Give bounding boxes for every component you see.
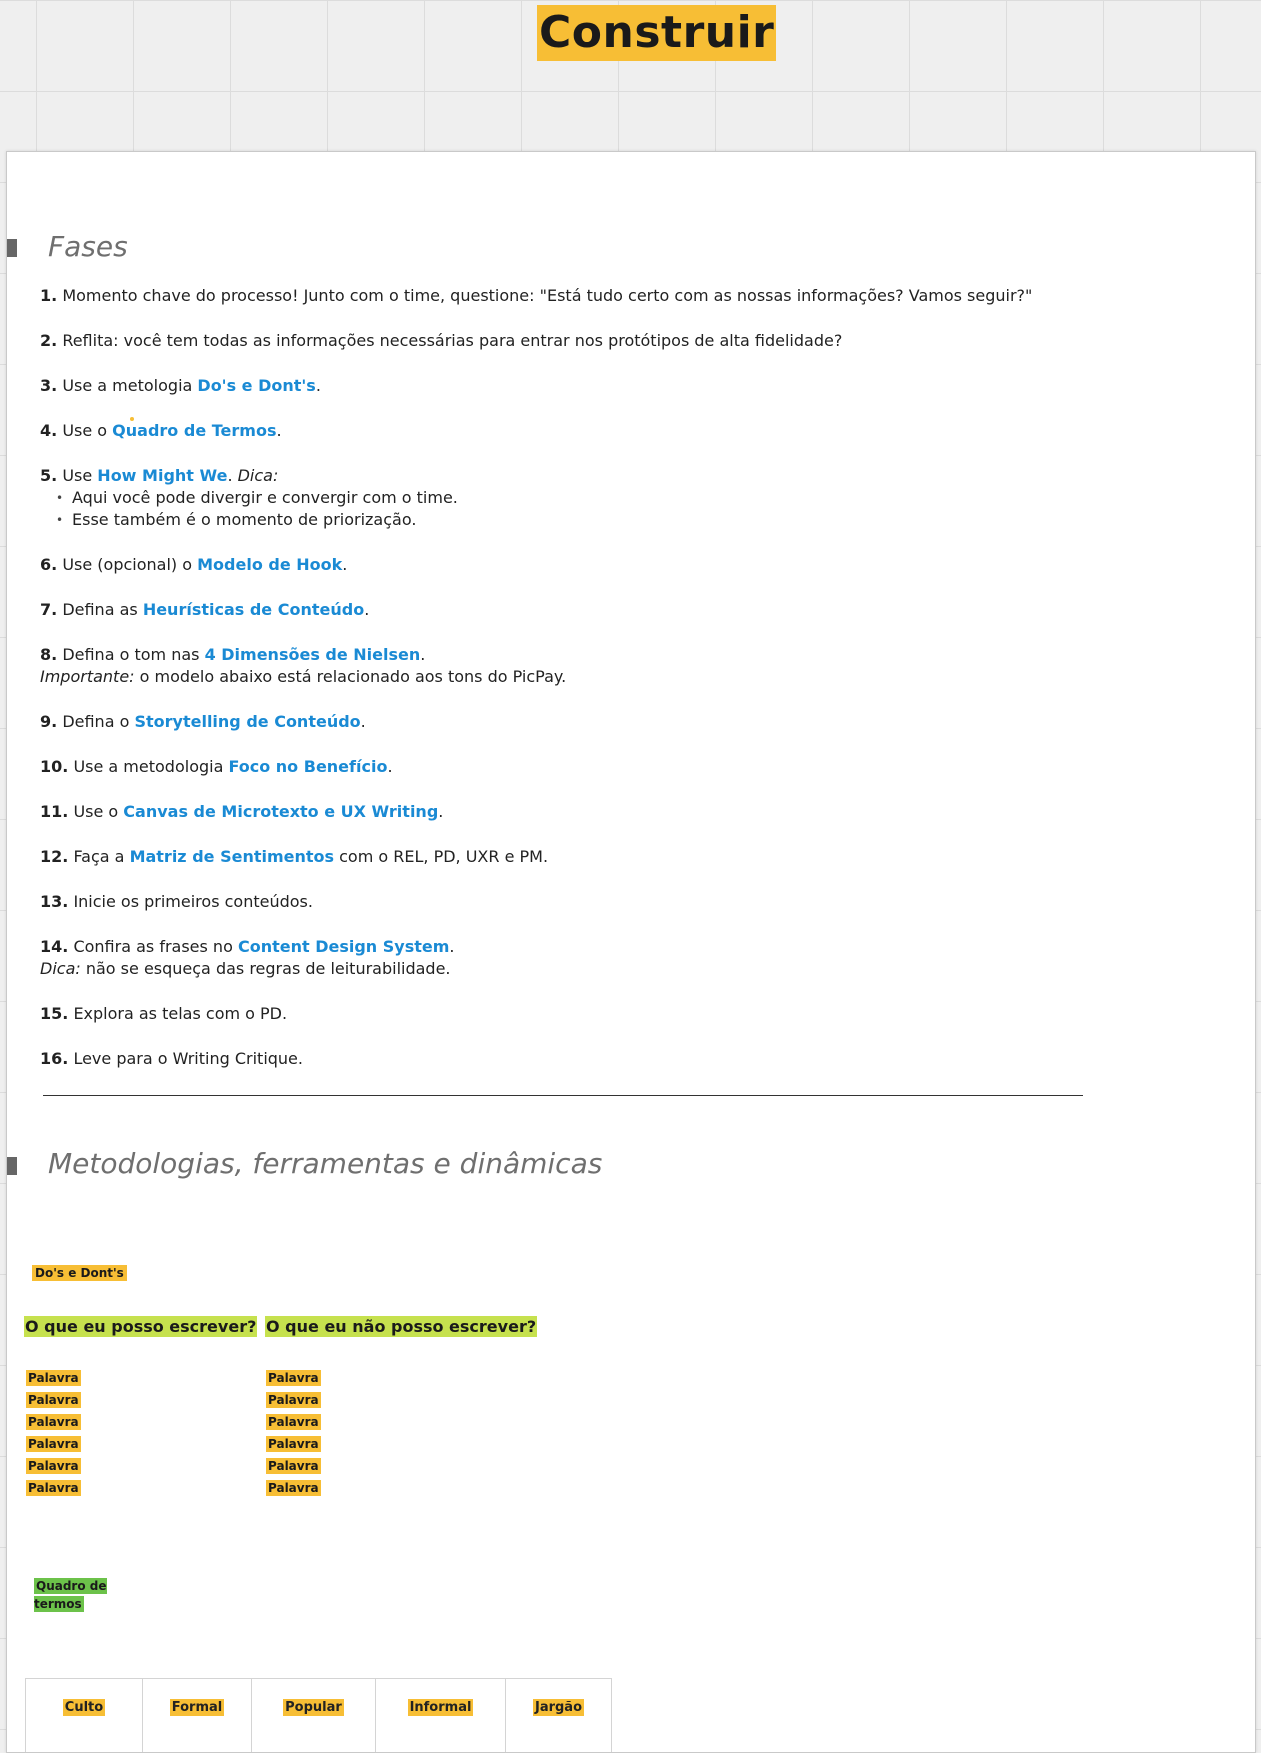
step-text-after: . (342, 555, 347, 574)
step-number: 9. (40, 712, 57, 731)
note-label: Importante: (40, 667, 135, 686)
table-cell (143, 1679, 252, 1753)
table-cell (26, 1679, 143, 1753)
list-item (26, 1455, 81, 1477)
step-text: Leve para o Writing Critique. (73, 1049, 303, 1068)
step-8 (40, 644, 1040, 688)
step-5 (40, 465, 1040, 531)
step-10 (40, 756, 1040, 778)
step-text-after: . (364, 600, 369, 619)
step-14 (40, 936, 1040, 980)
link-foco-beneficio[interactable]: Foco no Benefício (228, 757, 387, 776)
link-content-design-system[interactable]: Content Design System (238, 937, 449, 956)
tip-label: Dica: (238, 466, 279, 485)
table-row (26, 1679, 612, 1753)
link-4-dimensoes[interactable]: 4 Dimensões de Nielsen (205, 645, 421, 664)
table-cell (376, 1679, 506, 1753)
step-text-after: . (420, 645, 425, 664)
terms-table (25, 1678, 612, 1753)
step-text-after: . (361, 712, 366, 731)
step-number: 13. (40, 892, 68, 911)
step-text: Use a metologia (62, 376, 197, 395)
divider (43, 1095, 1083, 1096)
section-marker-icon (7, 1157, 17, 1175)
list-item: • Esse também é o momento de priorização. (56, 509, 1040, 531)
step-text: Use o (73, 802, 123, 821)
step-text: Inicie os primeiros conteúdos. (73, 892, 313, 911)
step-text: Defina o tom nas (62, 645, 204, 664)
can-write-heading: O que eu posso escrever? (24, 1316, 257, 1337)
step-7 (40, 599, 1040, 621)
list-item (266, 1433, 321, 1455)
term-informal: Informal (408, 1699, 474, 1716)
term-culto: Culto (63, 1699, 105, 1716)
step-number: 3. (40, 376, 57, 395)
step-text: Faça a (73, 847, 129, 866)
note-text: o modelo abaixo está relacionado aos tons do PicPay. (135, 667, 567, 686)
word-tag[interactable]: Palavra (266, 1480, 321, 1496)
word-tag[interactable]: Palavra (266, 1414, 321, 1430)
word-tag[interactable]: Palavra (26, 1414, 81, 1430)
step-number: 12. (40, 847, 68, 866)
section-heading-metodologias: Metodologias, ferramentas e dinâmicas (48, 1147, 602, 1180)
section-heading-fases: Fases (48, 230, 128, 263)
step-number: 1. (40, 286, 57, 305)
step-6 (40, 554, 1040, 576)
word-tag[interactable]: Palavra (26, 1370, 81, 1386)
step-text-after: com o REL, PD, UXR e PM. (334, 847, 548, 866)
term-jargao: Jargão (533, 1699, 584, 1716)
step-text: Use a metodologia (73, 757, 228, 776)
step-1 (40, 285, 1040, 307)
step-3 (40, 375, 1040, 397)
step-16 (40, 1048, 1040, 1070)
step-4 (40, 420, 1040, 442)
step-text-after: . (227, 466, 237, 485)
tip-bullets (40, 487, 1040, 531)
list-item (266, 1477, 321, 1499)
document-card (6, 151, 1256, 1753)
link-canvas-microtexto[interactable]: Canvas de Microtexto e UX Writing (123, 802, 438, 821)
term-formal: Formal (170, 1699, 224, 1716)
link-quadro-termos[interactable]: Quadro de Termos (112, 421, 276, 440)
dos-donts-sticky[interactable]: Do's e Dont's (32, 1265, 127, 1281)
step-number: 7. (40, 600, 57, 619)
link-heuristicas[interactable]: Heurísticas de Conteúdo (143, 600, 364, 619)
step-text-after: . (438, 802, 443, 821)
word-tag[interactable]: Palavra (26, 1392, 81, 1408)
step-number: 16. (40, 1049, 68, 1068)
step-text: Use (62, 466, 97, 485)
list-item (26, 1433, 81, 1455)
word-tag[interactable]: Palavra (266, 1370, 321, 1386)
list-item (266, 1389, 321, 1411)
step-number: 5. (40, 466, 57, 485)
step-number: 11. (40, 802, 68, 821)
quadro-termos-sticky[interactable] (34, 1577, 109, 1613)
step-number: 15. (40, 1004, 68, 1023)
step-text: Momento chave do processo! Junto com o time, questione: "Está tudo certo com as nossas informações? Vamos seguir?" (62, 286, 1032, 305)
step-text-after: . (449, 937, 454, 956)
link-storytelling[interactable]: Storytelling de Conteúdo (134, 712, 360, 731)
step-text-after: . (387, 757, 392, 776)
step-text: Explora as telas com o PD. (73, 1004, 287, 1023)
list-item (26, 1367, 81, 1389)
step-text: Defina o (62, 712, 134, 731)
list-item (266, 1411, 321, 1433)
step-text: Use (opcional) o (62, 555, 197, 574)
list-item (266, 1367, 321, 1389)
word-tag[interactable]: Palavra (266, 1392, 321, 1408)
word-tag[interactable]: Palavra (266, 1436, 321, 1452)
step-number: 14. (40, 937, 68, 956)
word-tag[interactable]: Palavra (26, 1436, 81, 1452)
step-text: Defina as (62, 600, 143, 619)
link-dos-donts[interactable]: Do's e Dont's (197, 376, 315, 395)
step-text: Confira as frases no (73, 937, 238, 956)
step-15 (40, 1003, 1040, 1025)
term-popular: Popular (283, 1699, 344, 1716)
note-text: não se esqueça das regras de leiturabilidade. (81, 959, 451, 978)
table-cell (506, 1679, 612, 1753)
table-cell (252, 1679, 376, 1753)
note-label: Dica: (40, 959, 81, 978)
step-number: 4. (40, 421, 57, 440)
list-item (26, 1389, 81, 1411)
section-marker-icon (7, 239, 17, 257)
cannot-write-list (266, 1367, 321, 1499)
step-number: 2. (40, 331, 57, 350)
step-number: 10. (40, 757, 68, 776)
step-text: Use o (62, 421, 112, 440)
step-text-after: . (276, 421, 281, 440)
link-how-might-we[interactable]: How Might We (97, 466, 227, 485)
word-tag[interactable]: Palavra (26, 1458, 81, 1474)
step-12 (40, 846, 1040, 868)
cannot-write-heading: O que eu não posso escrever? (265, 1316, 537, 1337)
list-item (26, 1411, 81, 1433)
quadro-termos-label: Quadro de termos (34, 1578, 107, 1612)
step-text-after: . (316, 376, 321, 395)
can-write-list (26, 1367, 81, 1499)
word-tag[interactable]: Palavra (26, 1480, 81, 1496)
board-title: Construir (537, 5, 776, 61)
word-tag[interactable]: Palavra (266, 1458, 321, 1474)
step-text: Reflita: você tem todas as informações necessárias para entrar nos protótipos de alta fidelidade? (62, 331, 842, 350)
link-modelo-hook[interactable]: Modelo de Hook (197, 555, 342, 574)
step-13 (40, 891, 1040, 913)
list-item (26, 1477, 81, 1499)
list-item: • Aqui você pode divergir e convergir com o time. (56, 487, 1040, 509)
step-2 (40, 330, 1040, 352)
step-11 (40, 801, 1040, 823)
steps-list (40, 285, 1040, 1093)
link-matriz-sentimentos[interactable]: Matriz de Sentimentos (130, 847, 334, 866)
step-9 (40, 711, 1040, 733)
step-number: 6. (40, 555, 57, 574)
list-item (266, 1455, 321, 1477)
step-number: 8. (40, 645, 57, 664)
